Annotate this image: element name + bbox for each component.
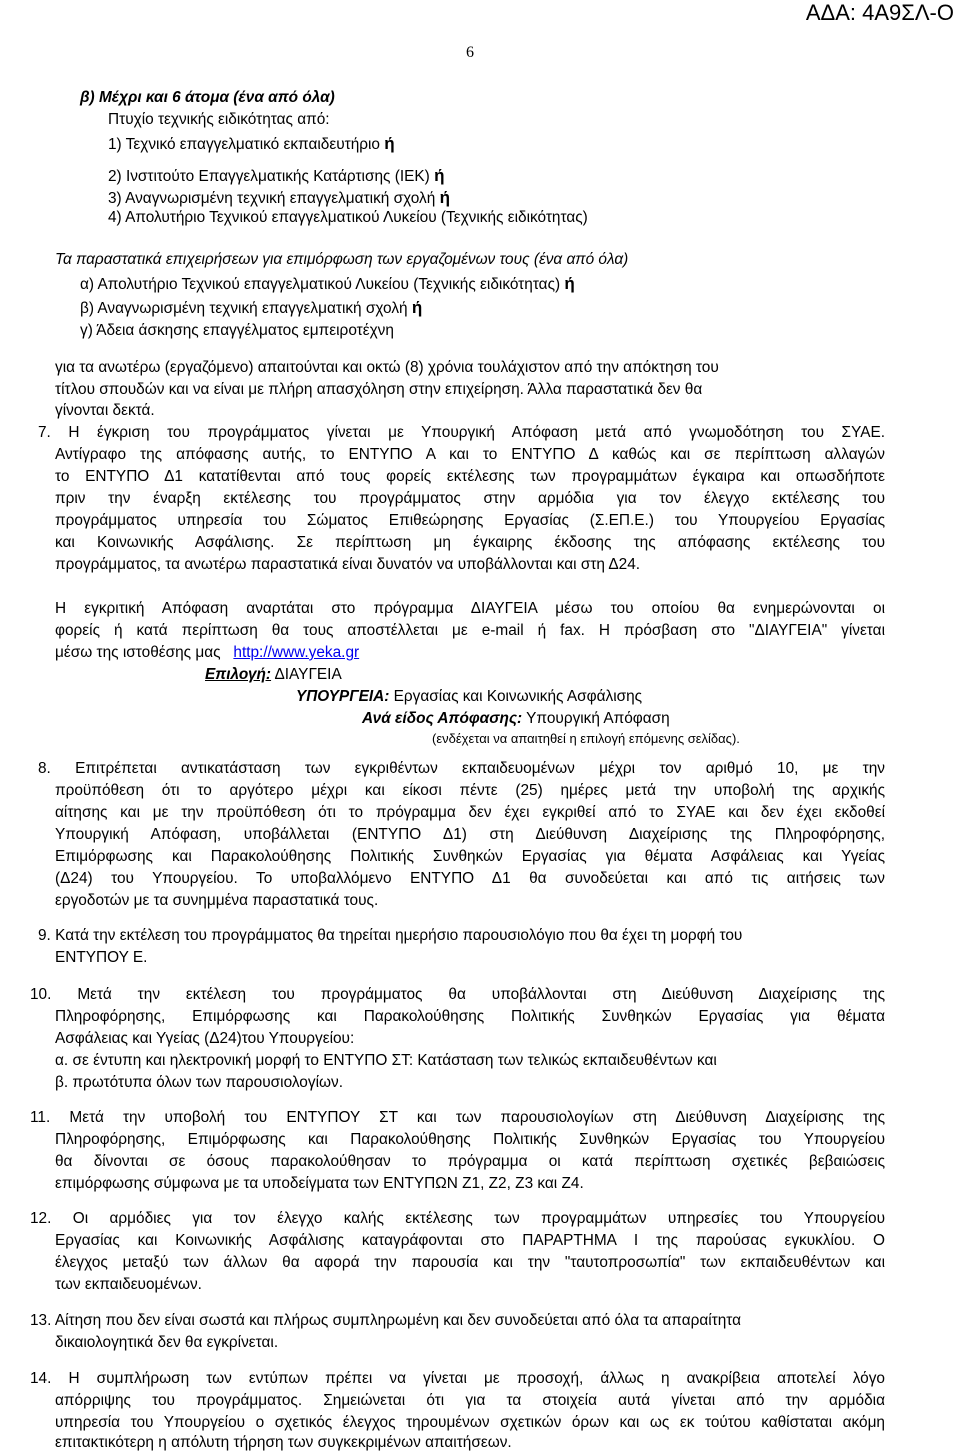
p11-line: 11. Μετά την υποβολή του ΕΝΤΥΠΟΥ ΣΤ και των παρουσιολογίων στη Διεύθυνση Διαχείρισης της: [30, 1109, 885, 1126]
evidence-title: Τα παραστατικά επιχειρήσεων για επιμόρφωση των εργαζομένων τους (ένα από όλα): [55, 251, 629, 268]
choice-line: Επιλογή: ΔΙΑΥΓΕΙΑ: [205, 666, 342, 683]
p13-line: δικαιολογητικά δεν θα εγκρίνεται.: [55, 1334, 279, 1351]
ada-code: ΑΔΑ: 4Α9ΣΛ-Ο: [805, 0, 954, 25]
p14-line: υπηρεσία του Υπουργείου ο σχετικός έλεγχος τηρουμένων σχετικών όρων και ως εκ τούτου καθίσταται ακόμη: [55, 1414, 885, 1431]
section-b-line: Πτυχίο τεχνικής ειδικότητας από:: [108, 111, 330, 128]
p12-line: έλεγχος μεταξύ των άλλων θα αφορά την παρουσία και την "ταυτοπροσωπία" των εκπαιδευθέντων και: [55, 1254, 885, 1271]
decision-type-line: Ανά είδος Απόφασης: Υπουργική Απόφαση: [362, 710, 670, 727]
section-b-item: 3) Αναγνωρισμένη τεχνική επαγγελματική σχολή ή: [108, 188, 450, 207]
evidence-item: α) Απολυτήριο Τεχνικού επαγγελματικού Λυκείου (Τεχνικής ειδικότητας) ή: [80, 274, 575, 293]
p7-line: το ΕΝΤΥΠΟ Δ1 κατατίθενται από τους φορείς εκτέλεσης των προγραμμάτων έγκαιρα και οπωσδήποτε: [55, 468, 885, 485]
section-b-title: β) Μέχρι και 6 άτομα (ένα από όλα): [80, 89, 335, 106]
ministry-line: ΥΠΟΥΡΓΕΙΑ: Εργασίας και Κοινωνικής Ασφάλισης: [296, 688, 643, 705]
p8-line: Επιμόρφωσης και Παρακολούθησης Πολιτικής Συνθηκών Εργασίας για θέματα Ασφάλειας και Υγείας: [55, 848, 885, 865]
diavgeia-line: φορείς ή κατά περίπτωση θα τους αποστέλλεται με e-mail ή fax. Η πρόσβαση στο "ΔΙΑΥΓΕΙΑ" γίνεται: [55, 622, 885, 639]
evidence-item: γ) Άδεια άσκησης επαγγέλματος εμπειροτέχνη: [80, 322, 394, 339]
p7-line: πριν την έναρξη εκτέλεσης του προγράμματος στην αρμόδια για τον έλεγχο εκτέλεσης του: [55, 490, 885, 507]
p12-line: Εργασίας και Κοινωνικής Ασφάλισης καταγράφονται στο ΠΑΡΑΡΤΗΜΑ Ι της παρούσας εγκυκλίου. Ο: [55, 1232, 885, 1249]
p7-line: προγράμματος υπηρεσία του Σώματος Επιθεώρησης Εργασίας (Σ.ΕΠ.Ε.) του Υπουργείου Εργασίας: [55, 512, 885, 529]
page-number: 6: [466, 44, 474, 61]
p9-line: ΕΝΤΥΠΟΥ Ε.: [55, 949, 148, 966]
p10-line: 10. Μετά την εκτέλεση του προγράμματος θα υποβάλλονται στη Διεύθυνση Διαχείρισης της: [30, 986, 885, 1003]
section-b-item: 4) Απολυτήριο Τεχνικού επαγγελματικού Λυκείου (Τεχνικής ειδικότητας): [108, 209, 588, 226]
decision-type-note: (ενδέχεται να απαιτηθεί η επιλογή επόμενης σελίδας).: [432, 731, 740, 746]
p7-line: Αντίγραφο της απόφασης αυτής, το ΕΝΤΥΠΟ Α και το ΕΝΤΥΠΟ Δ καθώς και σε περίπτωση αλλαγών: [55, 446, 885, 463]
diavgeia-line: μέσω της ιστοθέσης μας http://www.yeka.gr: [55, 644, 360, 661]
p11-line: Πληροφόρησης, Επιμόρφωσης και Παρακολούθησης Πολιτικής Συνθηκών Εργασίας του Υπουργείου: [55, 1131, 885, 1148]
section-b-item: 1) Τεχνικό επαγγελματικό εκπαιδευτήριο ή: [108, 134, 395, 153]
p14-line: απόρριψης του προγράμματος. Σημειώνεται ότι για τα στοιχεία αυτά γίνεται από την αρμόδια: [55, 1392, 885, 1409]
p7-line: και Κοινωνικής Ασφάλισης. Σε περίπτωση μη έγκαιρης έκδοσης της απόφασης εκτέλεσης του: [55, 534, 885, 551]
evidence-item: β) Αναγνωρισμένη τεχνική επαγγελματική σχολή ή: [80, 298, 423, 317]
p13-line: 13. Αίτηση που δεν είναι σωστά και πλήρως συμπληρωμένη και δεν συνοδεύεται από όλα τα απαραίτητα: [30, 1312, 742, 1329]
p10-line: Ασφάλειας και Υγείας (Δ24)του Υπουργείου:: [55, 1030, 355, 1047]
p12-line: των εκπαιδευομένων.: [55, 1276, 202, 1293]
p11-line: θα δίνονται σε όσους παρακολούθησαν το πρόγραμμα οι κατά περίπτωση σχετικές βεβαιώσεις: [55, 1153, 885, 1170]
p11-line: επιμόρφωσης σύμφωνα με τα υποδείγματα των ΕΝΤΥΠΩΝ Ζ1, Ζ2, Ζ3 και Ζ4.: [55, 1175, 584, 1192]
p8-line: Υπουργική Απόφαση, υποβάλλεται (ΕΝΤΥΠΟ Δ1) στη Διεύθυνση Διαχείρισης της Πληροφόρησης,: [55, 826, 885, 843]
p8-line: αίτησης και με την προϋπόθεση ότι το πρόγραμμα δεν έχει εγκριθεί από το ΣΥΑΕ και δεν έχει εκδοθεί: [55, 804, 885, 821]
p10-item: α. σε έντυπη και ηλεκτρονική μορφή το ΕΝΤΥΠΟ ΣΤ: Κατάσταση των τελικώς εκπαιδευθέντων και: [55, 1052, 717, 1069]
note-line: γίνονται δεκτά.: [55, 402, 155, 419]
p10-item: β. πρωτότυπα όλων των παρουσιολογίων.: [55, 1074, 343, 1091]
p7-line: 7. Η έγκριση του προγράμματος γίνεται με Υπουργική Απόφαση μετά από γνωμοδότηση του ΣΥΑΕ.: [38, 424, 885, 441]
p8-line: 8. Επιτρέπεται αντικατάσταση των εγκριθέντων εκπαιδευομένων μέχρι τον αριθμό 10, με την: [38, 760, 885, 777]
diavgeia-line: Η εγκριτική Απόφαση αναρτάται στο πρόγραμμα ΔΙΑΥΓΕΙΑ μέσω του οποίου θα ενημερώνονται οι: [55, 600, 885, 617]
p14-line: 14. Η συμπλήρωση των εντύπων πρέπει να γίνεται με προσοχή, άλλως η ανακρίβεια αποτελεί λόγο: [30, 1370, 885, 1387]
note-line: για τα ανωτέρω (εργαζόμενο) απαιτούνται και οκτώ (8) χρόνια τουλάχιστον από την απόκτηση του: [55, 359, 719, 376]
p7-line: προγράμματος, τα ανωτέρω παραστατικά είναι δυνατόν να υποβάλλονται και στη Δ24.: [55, 556, 641, 573]
note-line: τίτλου σπουδών και να είναι με πλήρη απασχόληση στην επιχείρηση. Άλλα παραστατικά δεν θα: [55, 381, 703, 398]
section-b-item: 2) Ινστιτούτο Επαγγελματικής Κατάρτισης (ΙΕΚ) ή: [108, 166, 445, 185]
p14-line: επιτακτικότερη η απόλυτη τήρηση των συγκεκριμένων απαιτήσεων.: [55, 1434, 512, 1451]
p8-line: εργοδοτών με τα συνημμένα παραστατικά τους.: [55, 892, 379, 909]
p12-line: 12. Οι αρμόδιες για τον έλεγχο καλής εκτέλεσης των προγραμμάτων υπηρεσίες του Υπουργείου: [30, 1210, 885, 1227]
yeka-link[interactable]: http://www.yeka.gr: [233, 644, 360, 661]
p8-line: προϋπόθεση ότι το αργότερο μέχρι και είκοσι πέντε (25) ημέρες μετά την υποβολή της αρχικής: [55, 782, 885, 799]
p9-line: 9. Κατά την εκτέλεση του προγράμματος θα τηρείται ημερήσιο παρουσιολόγιο που θα έχει τη μορφή του: [38, 927, 743, 944]
p8-line: (Δ24) του Υπουργείου. Το υποβαλλόμενο ΕΝΤΥΠΟ Δ1 θα συνοδεύεται και από τις αιτήσεις των: [55, 870, 885, 887]
p10-line: Πληροφόρησης, Επιμόρφωσης και Παρακολούθησης Πολιτικής Συνθηκών Εργασίας για θέματα: [55, 1008, 885, 1025]
